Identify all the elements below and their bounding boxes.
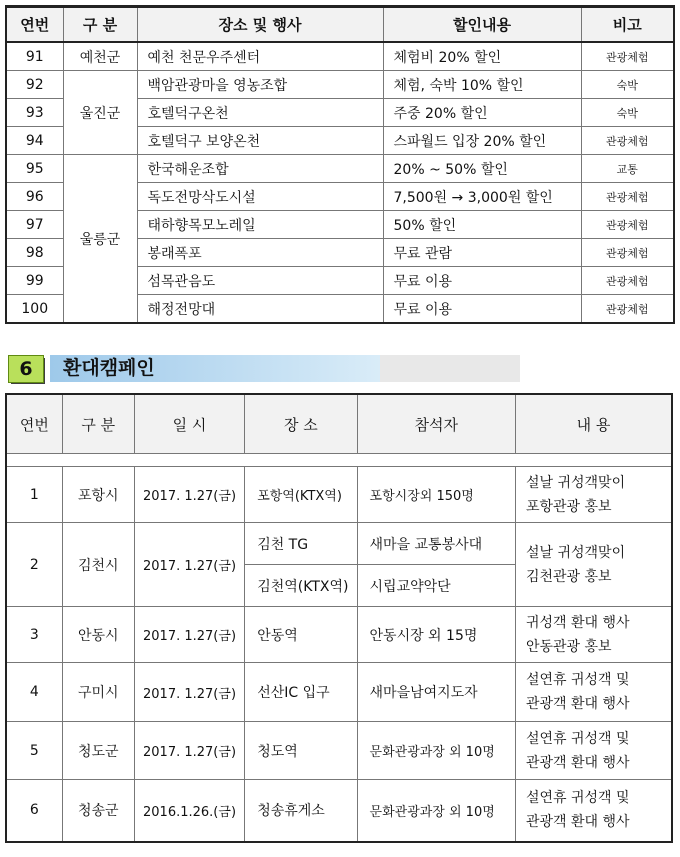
cell-note: 교통 xyxy=(581,155,674,183)
cell-attendee: 새마을남여지도자 xyxy=(357,663,515,722)
cell-content: 설연휴 귀성객 및 관광객 환대 행사 xyxy=(515,722,672,780)
cell-content: 설연휴 귀성객 및 관광객 환대 행사 xyxy=(515,663,672,722)
cell-no: 91 xyxy=(6,42,63,71)
header-place: 장 소 xyxy=(245,394,357,454)
cell-no: 97 xyxy=(6,211,63,239)
cell-content: 귀성객 환대 행사 안동관광 홍보 xyxy=(515,607,672,663)
cell-region: 청송군 xyxy=(62,780,134,842)
cell-date: 2017. 1.27(금) xyxy=(134,607,244,663)
table-row xyxy=(6,780,672,842)
cell-no: 98 xyxy=(6,239,63,267)
cell-place: 해정전망대 xyxy=(137,295,383,324)
cell-region: 안동시 xyxy=(62,607,134,663)
cell-note: 숙박 xyxy=(581,99,674,127)
cell-region: 울진군 xyxy=(63,71,137,155)
campaign-table xyxy=(5,393,673,843)
cell-content: 설날 귀성객맞이 김천관광 홍보 xyxy=(515,523,672,607)
cell-no: 100 xyxy=(6,295,63,324)
cell-content: 설날 귀성객맞이 포항관광 홍보 xyxy=(515,467,672,523)
cell-discount: 무료 관람 xyxy=(383,239,581,267)
header-note: 비고 xyxy=(581,7,674,43)
cell-no: 95 xyxy=(6,155,63,183)
cell-content: 설연휴 귀성객 및 관광객 환대 행사 xyxy=(515,780,672,842)
cell-no: 96 xyxy=(6,183,63,211)
cell-note: 관광체험 xyxy=(581,183,674,211)
cell-no: 2 xyxy=(6,523,62,607)
table-row xyxy=(6,155,674,183)
cell-discount: 체험비 20% 할인 xyxy=(383,42,581,71)
cell-note: 숙박 xyxy=(581,71,674,99)
header-region: 구 분 xyxy=(63,7,137,43)
cell-no: 94 xyxy=(6,127,63,155)
section-title: 환대캠페인 xyxy=(63,357,155,379)
cell-discount: 50% 할인 xyxy=(383,211,581,239)
cell-place: 예천 천문우주센터 xyxy=(137,42,383,71)
header-place: 장소 및 행사 xyxy=(137,7,383,43)
cell-place: 청도역 xyxy=(245,722,357,780)
cell-region: 예천군 xyxy=(63,42,137,71)
table-row xyxy=(6,42,674,71)
cell-place: 포항역(KTX역) xyxy=(245,467,357,523)
header-no: 연번 xyxy=(6,7,63,43)
cell-discount: 무료 이용 xyxy=(383,267,581,295)
header-content: 내 용 xyxy=(515,394,672,454)
cell-discount: 20% ~ 50% 할인 xyxy=(383,155,581,183)
cell-attendee: 새마을 교통봉사대 xyxy=(357,523,515,565)
cell-no: 5 xyxy=(6,722,62,780)
cell-place: 호텔덕구온천 xyxy=(137,99,383,127)
cell-note: 관광체험 xyxy=(581,211,674,239)
cell-attendee: 포항시장외 150명 xyxy=(357,467,515,523)
cell-place: 봉래폭포 xyxy=(137,239,383,267)
table-row xyxy=(6,663,672,722)
cell-place: 호텔덕구 보양온천 xyxy=(137,127,383,155)
cell-region: 울릉군 xyxy=(63,155,137,324)
cell-region: 포항시 xyxy=(62,467,134,523)
cell-date: 2017. 1.27(금) xyxy=(134,663,244,722)
cell-date: 2017. 1.27(금) xyxy=(134,722,244,780)
table-row xyxy=(6,71,674,99)
header-attendee: 참석자 xyxy=(357,394,515,454)
cell-place: 김천역(KTX역) xyxy=(245,565,357,607)
cell-discount: 주중 20% 할인 xyxy=(383,99,581,127)
cell-discount: 스파월드 입장 20% 할인 xyxy=(383,127,581,155)
cell-date: 2017. 1.27(금) xyxy=(134,523,244,607)
cell-attendee: 안동시장 외 15명 xyxy=(357,607,515,663)
cell-place: 김천 TG xyxy=(245,523,357,565)
section-number: 6 xyxy=(8,355,44,383)
cell-no: 6 xyxy=(6,780,62,842)
table-row xyxy=(6,523,672,565)
cell-discount: 7,500원 → 3,000원 할인 xyxy=(383,183,581,211)
cell-no: 92 xyxy=(6,71,63,99)
table-row xyxy=(6,467,672,523)
header-no: 연번 xyxy=(6,394,62,454)
cell-place: 한국해운조합 xyxy=(137,155,383,183)
cell-no: 3 xyxy=(6,607,62,663)
discount-table xyxy=(5,5,675,324)
cell-no: 93 xyxy=(6,99,63,127)
cell-note: 관광체험 xyxy=(581,239,674,267)
cell-region: 구미시 xyxy=(62,663,134,722)
cell-discount: 무료 이용 xyxy=(383,295,581,324)
cell-date: 2017. 1.27(금) xyxy=(134,467,244,523)
cell-place: 섬목관음도 xyxy=(137,267,383,295)
cell-attendee: 문화관광과장 외 10명 xyxy=(357,722,515,780)
cell-discount: 체험, 숙박 10% 할인 xyxy=(383,71,581,99)
cell-attendee: 시립교약악단 xyxy=(357,565,515,607)
cell-no: 1 xyxy=(6,467,62,523)
cell-place: 태하향목모노레일 xyxy=(137,211,383,239)
cell-note: 관광체험 xyxy=(581,267,674,295)
header-region: 구 분 xyxy=(62,394,134,454)
cell-place: 백암관광마을 영농조합 xyxy=(137,71,383,99)
cell-region: 김천시 xyxy=(62,523,134,607)
cell-note: 관광체험 xyxy=(581,42,674,71)
table-gap-row xyxy=(6,454,672,467)
cell-date: 2016.1.26.(금) xyxy=(134,780,244,842)
table-header-row xyxy=(6,7,674,43)
cell-no: 4 xyxy=(6,663,62,722)
header-date: 일 시 xyxy=(134,394,244,454)
cell-no: 99 xyxy=(6,267,63,295)
cell-place: 청송휴게소 xyxy=(245,780,357,842)
table-row xyxy=(6,722,672,780)
table-header-row xyxy=(6,394,672,454)
cell-place: 선산IC 입구 xyxy=(245,663,357,722)
header-discount: 할인내용 xyxy=(383,7,581,43)
table-row xyxy=(6,607,672,663)
cell-note: 관광체험 xyxy=(581,127,674,155)
cell-place: 독도전망삭도시설 xyxy=(137,183,383,211)
cell-place: 안동역 xyxy=(245,607,357,663)
cell-attendee: 문화관광과장 외 10명 xyxy=(357,780,515,842)
section-header xyxy=(5,353,519,383)
cell-note: 관광체험 xyxy=(581,295,674,324)
cell-region: 청도군 xyxy=(62,722,134,780)
